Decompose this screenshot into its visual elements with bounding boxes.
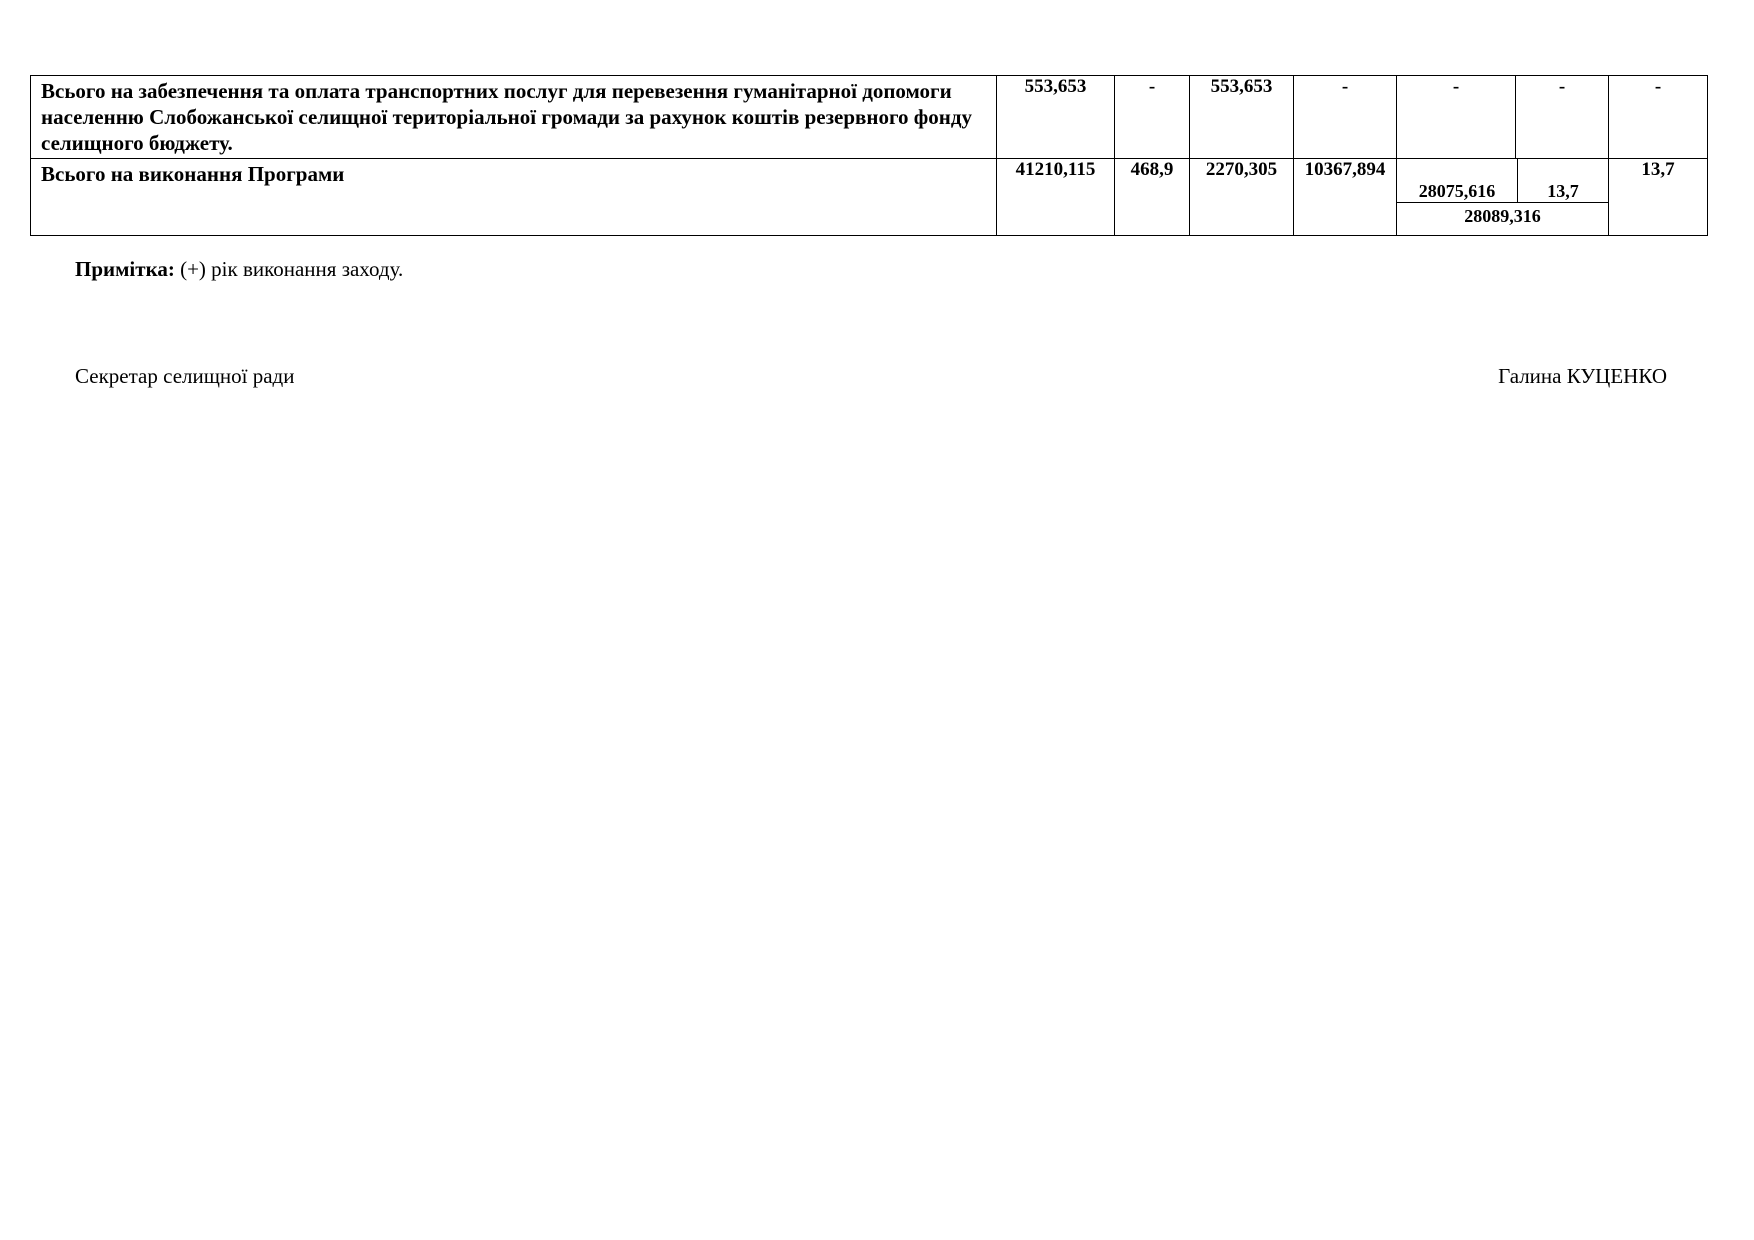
merged-split-cell (1397, 159, 1609, 236)
cell-value: - (1609, 76, 1708, 159)
table-row (31, 159, 1708, 236)
footnote (75, 257, 403, 282)
signatory-title: Секретар селищної ради (75, 364, 295, 388)
cell-total: 41210,115 (997, 159, 1115, 236)
cell-value: 468,9 (1115, 159, 1190, 236)
cell-value: 2270,305 (1190, 159, 1294, 236)
row-description: Всього на виконання Програми (31, 159, 997, 236)
footnote-label: Примітка: (75, 257, 175, 281)
footnote-text: (+) рік виконання заходу. (174, 257, 404, 281)
cell-value: - (1294, 76, 1397, 159)
cell-total: 553,653 (997, 76, 1115, 159)
cell-value: - (1397, 76, 1516, 159)
cell-combined-total: 28089,316 (1464, 206, 1541, 226)
cell-value: 13,7 (1609, 159, 1708, 236)
cell-value: 553,653 (1190, 76, 1294, 159)
cell-value: - (1516, 76, 1609, 159)
row-description: Всього на забезпечення та оплата транспортних послуг для перевезення гуманітарної допомоги населенню Слобожанської селищної територіальної громади за рахунок коштів резервного фонду селищного бюджету. (31, 76, 997, 159)
table-row (31, 76, 1708, 159)
signatory-name: Галина КУЦЕНКО (1498, 364, 1667, 388)
split-cell-top (1397, 159, 1609, 203)
cell-value: 13,7 (1547, 181, 1579, 201)
budget-summary-table (30, 75, 1708, 236)
cell-value: 28075,616 (1418, 181, 1496, 201)
cell-value: 10367,894 (1294, 159, 1397, 236)
cell-value: - (1115, 76, 1190, 159)
